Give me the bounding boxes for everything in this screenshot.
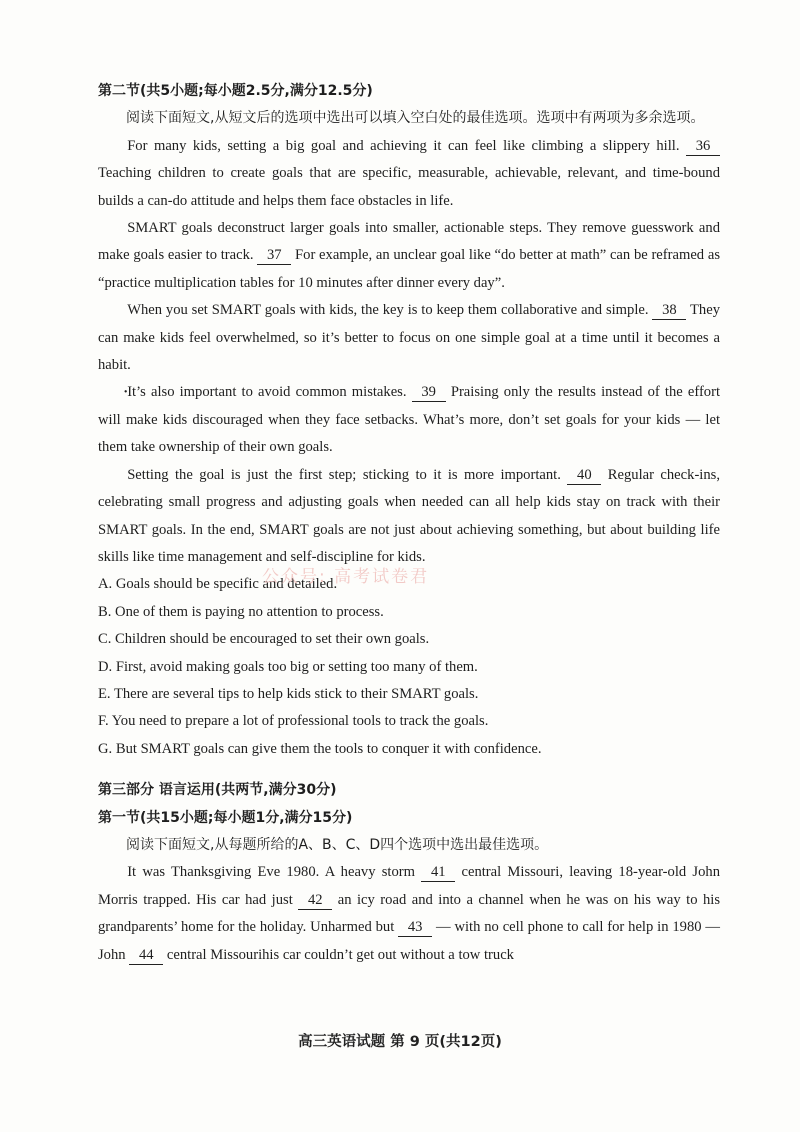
paragraph-text: Teaching children to create goals that are specific, measurable, achievable, relevant, and time-bound builds a can-do attitude and helps them face obstacles in life.: [98, 165, 720, 209]
cloze-text: It was Thanksgiving Eve 1980. A heavy storm: [127, 864, 415, 881]
cloze-paragraph: [98, 859, 720, 969]
paragraph-text: Setting the goal is just the first step; sticking to it is more important.: [127, 466, 561, 483]
blank-37: 37: [257, 246, 291, 265]
part3-title: 第三部分 语言运用(共两节,满分30分): [98, 782, 337, 799]
option-e: E. There are several tips to help kids stick to their SMART goals.: [98, 685, 479, 702]
option-a: A. Goals should be specific and detailed.: [98, 576, 338, 593]
option-d: D. First, avoid making goals too big or setting too many of them.: [98, 658, 478, 675]
page-content: [98, 78, 720, 969]
blank-44: 44: [129, 946, 163, 965]
paragraph-text: Praising only the results instead of the effort will make kids discouraged when they face setbacks. What’s more, don’t set goals for your kids — let them take ownership of their own goals.: [98, 384, 721, 456]
blank-38: 38: [652, 301, 686, 320]
section2-instruction: 阅读下面短文,从短文后的选项中选出可以填入空白处的最佳选项。选项中有两项为多余选项。: [126, 110, 705, 127]
paragraph-text: For example, an unclear goal like “do better at math” can be reframed as “practice multiplication tables for 10 minutes after dinner every day”.: [98, 247, 721, 291]
cloze-text: — with no cell phone to call for help in 1980 — John: [98, 919, 720, 963]
paragraph-text: Regular check-ins, celebrating small progress and adjusting goals when needed can all help kids stay on track with their SMART goals. In the end, SMART goals are not just about achieving something, but about building life skills like time management and self-discipline for kids.: [98, 466, 720, 565]
passage-paragraph-2: [98, 215, 720, 297]
cloze-text: central Missourihis car couldn’t get out without a tow truck: [166, 946, 514, 963]
passage-paragraph-1: [98, 133, 720, 215]
passage-paragraph-4: [98, 379, 720, 461]
paragraph-text: They can make kids feel overwhelmed, so it’s better to focus on one simple goal at a time until it becomes a habit.: [98, 302, 720, 374]
option-f: F. You need to prepare a lot of professional tools to track the goals.: [98, 713, 489, 730]
blank-36: 36: [686, 137, 720, 156]
cloze-text: central Missouri, leaving 18-year-old John Morris trapped. His car had just: [98, 864, 720, 908]
paragraph-text: It’s also important to avoid common mistakes.: [127, 384, 407, 401]
option-g: G. But SMART goals can give them the tools to conquer it with confidence.: [98, 740, 542, 757]
watermark: 公众号: 高考试卷君: [262, 567, 430, 587]
blank-40: 40: [567, 466, 601, 485]
blank-43: 43: [398, 918, 432, 937]
part3-section1-title: 第一节(共15小题;每小题1分,满分15分): [98, 809, 353, 826]
option-b: B. One of them is paying no attention to process.: [98, 603, 384, 620]
section2-title: 第二节(共5小题;每小题2.5分,满分12.5分): [98, 83, 373, 99]
paragraph-text: When you set SMART goals with kids, the key is to keep them collaborative and simple.: [127, 302, 649, 319]
passage-paragraph-3: [98, 297, 720, 379]
passage-paragraph-5: [98, 462, 720, 572]
paragraph-text: For many kids, setting a big goal and achieving it can feel like climbing a slippery hill.: [127, 137, 680, 154]
paragraph-text: SMART goals deconstruct larger goals into smaller, actionable steps. They remove guesswork and make goals easier to track.: [98, 220, 720, 264]
cloze-text: an icy road and into a channel when he was on his way to his grandparents’ home for the holiday. Unharmed but: [98, 891, 720, 936]
part3-instruction: 阅读下面短文,从每题所给的A、B、C、D四个选项中选出最佳选项。: [126, 836, 549, 853]
bullet-mark: ·: [123, 384, 129, 401]
option-c: C. Children should be encouraged to set their own goals.: [98, 631, 430, 648]
blank-41: 41: [421, 863, 455, 882]
section-gap: [98, 763, 720, 777]
page-footer: 高三英语试题 第 9 页(共12页): [298, 1034, 502, 1050]
blank-39: 39: [412, 383, 446, 402]
options-list: [98, 571, 720, 763]
blank-42: 42: [298, 891, 332, 910]
